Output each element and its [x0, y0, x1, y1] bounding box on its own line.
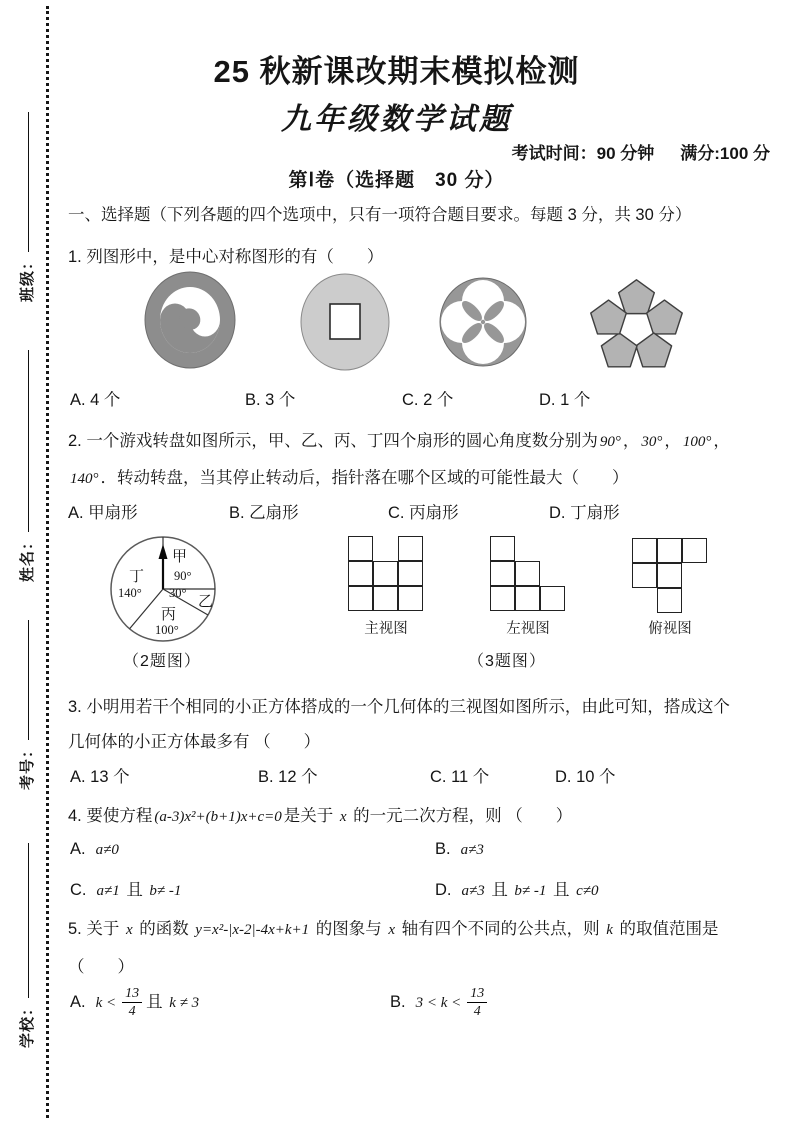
q3-text: 3. 小明用若干个相同的小正方体搭成的一个几何体的三视图如图所示，由此可知，搭成这个几何体的小正方体最多有 （ ） [68, 698, 730, 752]
q4-option-a-label: A. [70, 840, 86, 858]
grid-cell-filled [348, 586, 373, 611]
grid-cell-filled [490, 561, 515, 586]
q1-text: 1. 列图形中，是中心对称图形的有（ ） [68, 248, 384, 266]
examno-blank-line [26, 620, 29, 740]
grid-cell-filled [373, 586, 398, 611]
left-view-label: 左视图 [506, 621, 550, 637]
margin-field-school [16, 843, 37, 1048]
q5-option-a-label: A. [70, 993, 86, 1012]
margin-field-examno [16, 620, 37, 790]
grid-cell-filled [490, 536, 515, 561]
grid-cell-filled [515, 561, 540, 586]
q4-option-c-value: a≠1 且 b≠ -1 [96, 881, 182, 899]
four-petal-rosette-icon [438, 276, 528, 368]
q5-answer-paren: （ ） [68, 958, 134, 976]
q2-figure-caption: （2题图） [123, 653, 201, 670]
q3-figure-caption: （3题图） [468, 653, 546, 670]
grid-cell-filled [398, 561, 423, 586]
q2-text-line2: 140° ．转动转盘，当其停止转动后，指针落在哪个区域的可能性最大（ ） [70, 469, 629, 487]
q4-option-d-label: D. [435, 881, 452, 899]
q4-option-b-label: B. [435, 840, 451, 858]
q3-option-b: B. 12 个 [258, 768, 318, 786]
grid-cell-filled [657, 563, 682, 588]
q5-option-b-value: 3 < k < $\frac{13}{4}$ [414, 993, 492, 1011]
four-petal-rosette-figure [438, 276, 528, 373]
exam-subtitle: 九年级数学试题 [281, 103, 512, 136]
exam-time: 考试时间：90 分钟 [511, 144, 655, 163]
pie-sector-ding-angle: 140° [118, 586, 142, 600]
q5-text: 5. 关于 x 的函数 y=x²-|x-2|-4x+k+1 的图象与 x 轴有四个不同的公共点，则 k 的取值范围是 [68, 920, 719, 938]
grid-cell-filled [632, 563, 657, 588]
q4-option-d [435, 876, 600, 900]
q3-option-c: C. 11 个 [430, 768, 490, 786]
name-blank-line [26, 350, 29, 532]
grid-cell-filled [515, 586, 540, 611]
grid-cell-filled [657, 588, 682, 613]
grid-cell-filled [373, 561, 398, 586]
q1-option-c: C. 2 个 [402, 391, 454, 409]
q4-option-d-value: a≠3 且 b≠ -1 且 c≠0 [461, 881, 599, 899]
ancient-coin-figure [299, 272, 391, 377]
exam-meta [512, 139, 770, 164]
full-score: 满分:100 分 [680, 144, 770, 163]
q5-option-a-value: k < $\frac{13}{4}$ 且 k ≠ 3 [95, 986, 200, 1020]
pie-sector-jia-label: 甲 [172, 548, 188, 565]
grid-cell-filled [398, 586, 423, 611]
q2-option-d: D. 丁扇形 [549, 504, 620, 522]
grid-cell-empty [682, 563, 707, 588]
grid-cell-empty [540, 536, 565, 561]
grid-cell-filled [398, 536, 423, 561]
grid-cell-filled [632, 538, 657, 563]
q2-option-b: B. 乙扇形 [229, 504, 299, 522]
grid-cell-empty [682, 588, 707, 613]
front-view-label: 主视图 [364, 621, 408, 637]
name-label: 姓名： [19, 533, 36, 582]
pie-sector-jia-angle: 90° [174, 569, 192, 583]
spinner-pie-figure [108, 533, 220, 645]
grid-cell-filled [682, 538, 707, 563]
yin-yang-swirl-icon [140, 268, 240, 373]
q2-option-a: A. 甲扇形 [68, 504, 138, 522]
pie-sector-yi-angle: 30° [169, 586, 187, 600]
class-label: 班级： [19, 253, 36, 302]
grid-cell-empty [632, 588, 657, 613]
q4-option-c [70, 876, 183, 900]
q4-option-b [435, 840, 486, 859]
q2-option-c: C. 丙扇形 [388, 504, 459, 522]
pie-sector-bing-label: 丙 [161, 606, 177, 623]
front-view-grid [348, 536, 423, 611]
grid-cell-empty [540, 561, 565, 586]
grid-cell-filled [540, 586, 565, 611]
q3-option-a: A. 13 个 [70, 768, 130, 786]
q4-option-a-value: a≠0 [95, 842, 119, 858]
q1-option-b: B. 3 个 [245, 391, 296, 409]
grid-cell-filled [490, 586, 515, 611]
q1-option-d: D. 1 个 [539, 391, 591, 409]
section-1-title: 第Ⅰ卷（选择题 30 分） [288, 170, 505, 191]
grid-cell-empty [515, 536, 540, 561]
q3-option-d: D. 10 个 [555, 768, 616, 786]
grid-cell-filled [348, 536, 373, 561]
pie-sector-bing-angle: 100° [155, 623, 179, 637]
margin-field-class [16, 112, 37, 302]
pie-sector-ding-label: 丁 [129, 568, 145, 585]
pentagon-flower-figure [584, 278, 689, 381]
pie-sector-yi-label: 乙 [198, 593, 214, 610]
examno-label: 考号： [19, 741, 36, 790]
left-view-grid [490, 536, 565, 611]
q2-text-line1: 2. 一个游戏转盘如图所示，甲、乙、丙、丁四个扇形的圆心角度数分别为 90° ， 30° ， 100° ， [68, 432, 730, 450]
yin-yang-swirl-figure [140, 268, 240, 378]
q4-option-a [70, 840, 121, 859]
exam-title: 25 秋新课改期末模拟检测 [213, 54, 580, 89]
q5-option-a [70, 986, 201, 1020]
grid-cell-filled [657, 538, 682, 563]
q5-option-b [390, 986, 491, 1020]
school-blank-line [26, 843, 29, 998]
q4-option-c-label: C. [70, 881, 87, 899]
grid-cell-empty [373, 536, 398, 561]
part-1-intro: 一、选择题（下列各题的四个选项中，只有一项符合题目要求。每题 3 分，共 30 分） [68, 206, 692, 224]
top-view-grid [632, 538, 707, 613]
school-label: 学校： [19, 999, 36, 1048]
q1-option-a: A. 4 个 [70, 391, 121, 409]
q5-option-b-label: B. [390, 993, 406, 1012]
pentagon-flower-icon [584, 278, 689, 376]
top-view-label: 俯视图 [648, 621, 692, 637]
q4-text: 4. 要使方程 (a-3)x²+(b+1)x+c=0 是关于 x 的一元二次方程，则 （ ） [68, 807, 573, 825]
margin-field-name [16, 350, 37, 582]
ancient-coin-icon [299, 272, 391, 372]
q4-option-b-value: a≠3 [460, 842, 484, 858]
grid-cell-filled [348, 561, 373, 586]
